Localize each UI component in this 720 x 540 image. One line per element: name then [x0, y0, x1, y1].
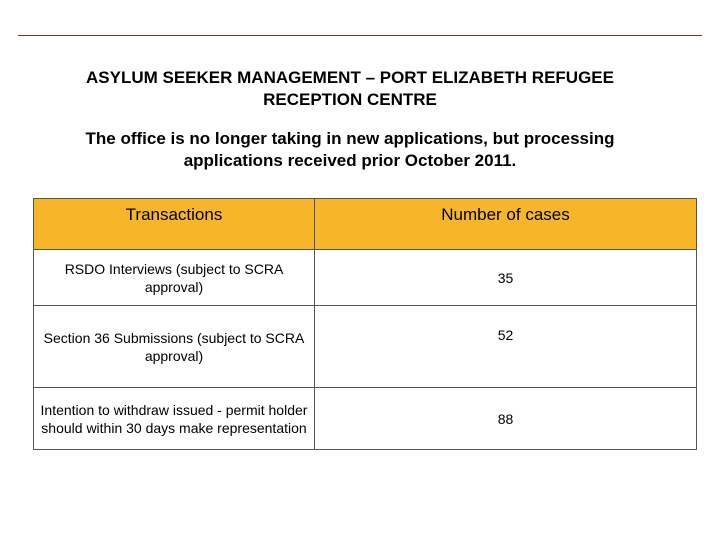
top-divider	[18, 35, 702, 36]
slide-subtitle	[20, 128, 680, 172]
table-row	[34, 306, 697, 388]
transaction-cell: RSDO Interviews (subject to SCRA approval)	[34, 250, 315, 306]
transaction-cell: Section 36 Submissions (subject to SCRA approval)	[34, 306, 315, 388]
column-header-number-of-cases: Number of cases	[315, 199, 697, 250]
title-line-1: ASYLUM SEEKER MANAGEMENT – PORT ELIZABETH REFUGEE	[86, 68, 614, 87]
slide-title	[20, 67, 680, 111]
subtitle-line-2: applications received prior October 2011.	[183, 151, 517, 170]
cases-cell: 35	[315, 250, 697, 306]
table-row	[34, 388, 697, 450]
cases-cell: 52	[315, 306, 697, 388]
cases-table	[33, 198, 697, 450]
table-row	[34, 250, 697, 306]
column-header-transactions: Transactions	[34, 199, 315, 250]
title-line-2: RECEPTION CENTRE	[263, 90, 437, 109]
table-header-row	[34, 199, 697, 250]
cases-cell: 88	[315, 388, 697, 450]
subtitle-line-1: The office is no longer taking in new applications, but processing	[85, 129, 615, 148]
transaction-cell: Intention to withdraw issued - permit holder should within 30 days make representation	[34, 388, 315, 450]
